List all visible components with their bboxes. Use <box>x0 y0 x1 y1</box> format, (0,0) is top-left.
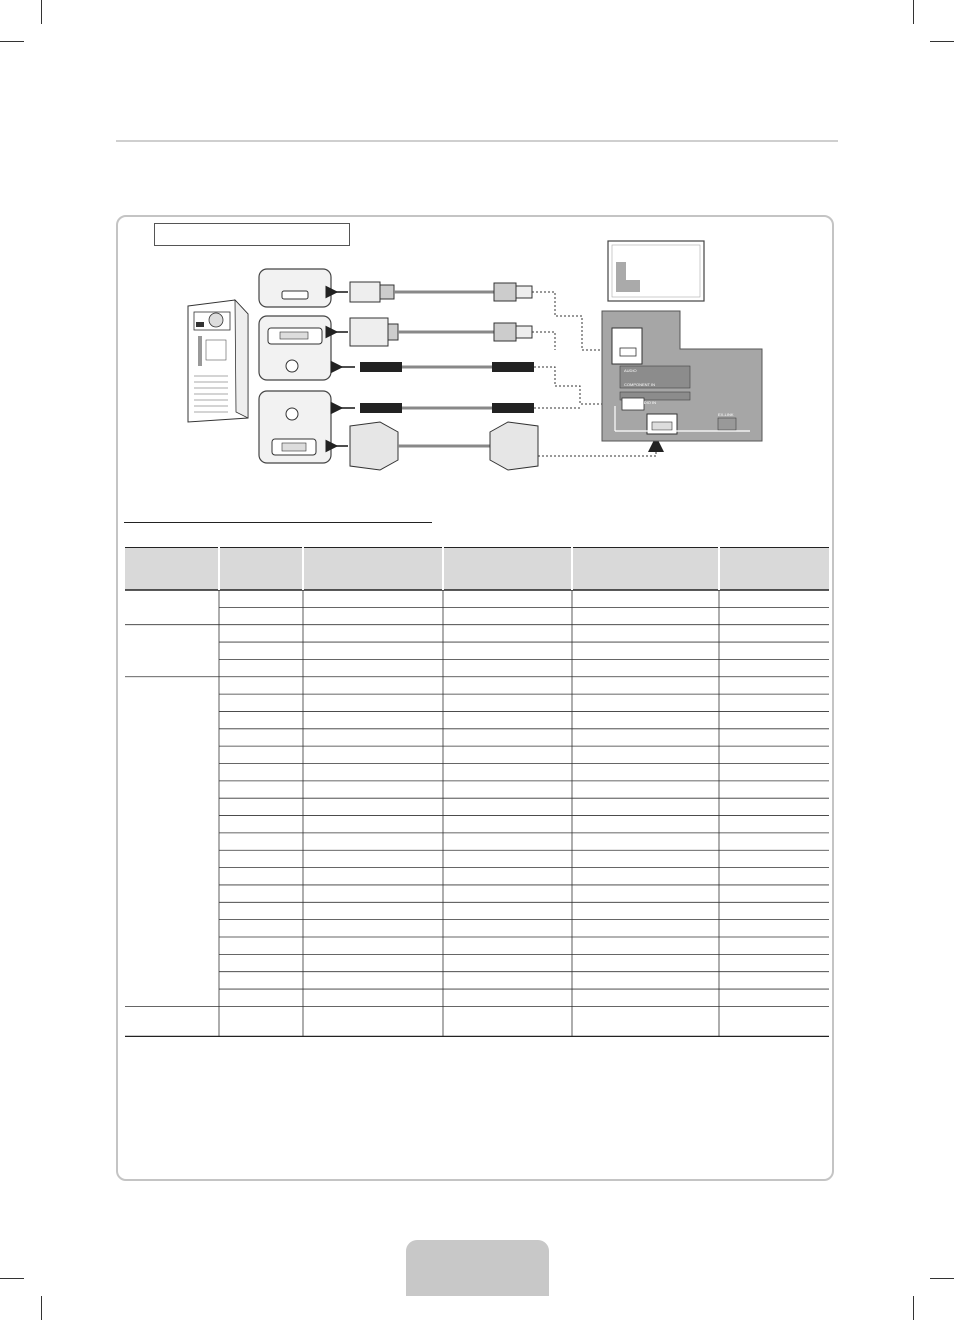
crop-mark <box>41 0 42 24</box>
tv-ex-link-label: EX-LINK <box>718 412 734 417</box>
pc-hdmi-port-icon <box>259 269 331 307</box>
connection-diagram <box>150 236 790 486</box>
pc-tower-icon <box>188 300 248 422</box>
crop-mark <box>41 1296 42 1320</box>
display-mode-table <box>125 547 829 1037</box>
vga-cable-icon <box>335 422 538 470</box>
crop-mark <box>0 41 24 42</box>
tv-hdmi-label: HDMI <box>622 355 633 360</box>
dvi-hdmi-cable-icon <box>335 318 532 346</box>
subsection-rule <box>124 522 432 523</box>
crop-mark <box>930 41 954 42</box>
page-number-tab <box>406 1240 549 1296</box>
table-header <box>125 547 829 590</box>
tv-rear-panel-icon <box>602 311 762 441</box>
tv-pc-dvi-audio-label: PC/DVI AUDIO IN <box>624 400 657 405</box>
audio-cable-icon <box>340 362 534 372</box>
hdmi-cable-icon <box>335 282 532 302</box>
tv-outline-icon <box>608 241 704 301</box>
tv-audio-label: AUDIO <box>624 368 637 373</box>
tv-component-label: COMPONENT IN <box>624 382 656 387</box>
audio-cable-icon <box>340 403 534 413</box>
crop-mark <box>913 0 914 24</box>
pc-dvi-port-icon <box>259 316 331 380</box>
pc-vga-port-icon <box>259 391 331 463</box>
header-rule <box>116 140 838 142</box>
crop-mark <box>930 1278 954 1279</box>
crop-mark <box>0 1278 24 1279</box>
crop-mark <box>913 1296 914 1320</box>
tv-pc-in-label: PC IN <box>654 416 665 421</box>
